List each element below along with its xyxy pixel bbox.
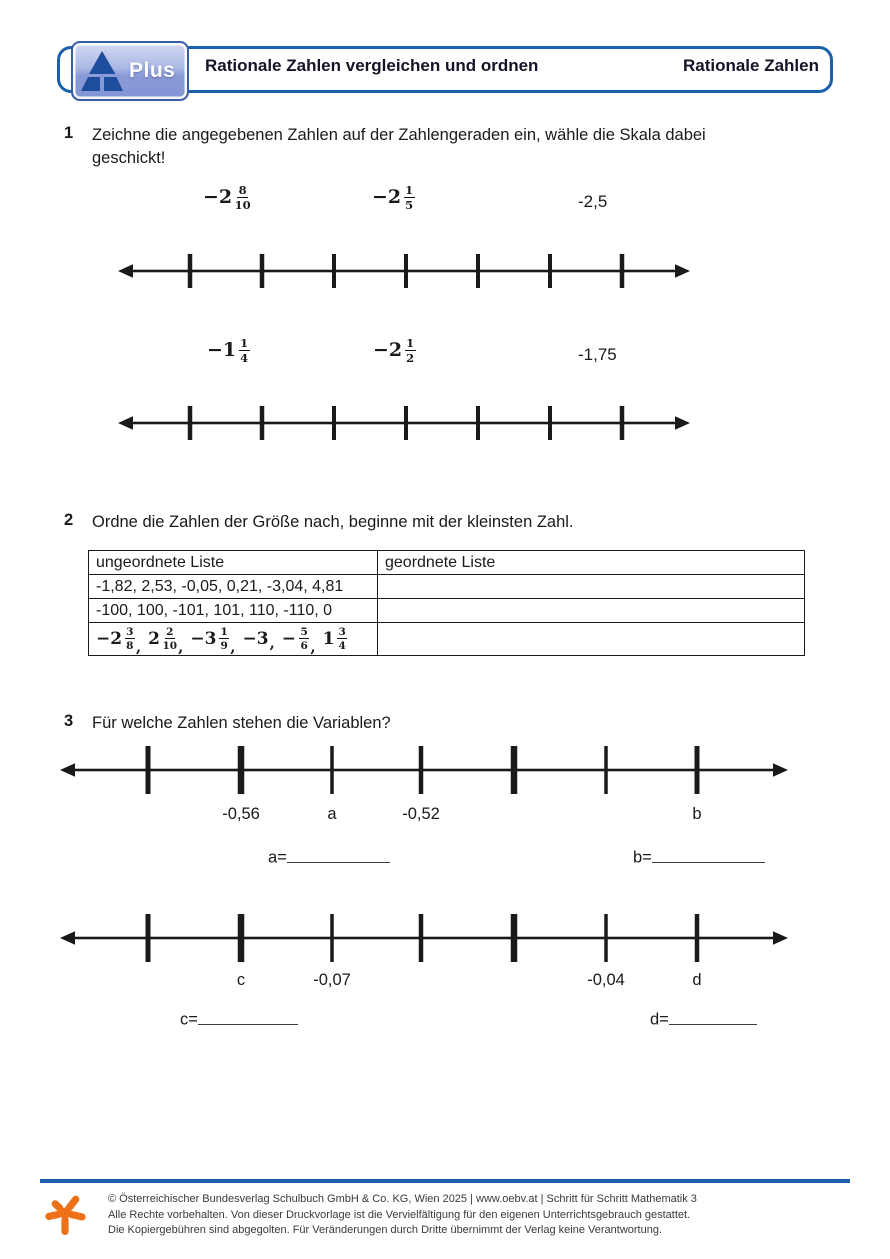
tick-label: -0,52 xyxy=(402,805,440,823)
mixed-number-label: − 2 $\frac{1}{5}$ xyxy=(372,183,414,212)
arrow-left-icon xyxy=(60,763,75,777)
tick-mark xyxy=(695,746,700,794)
answer-blank-b xyxy=(652,846,765,863)
table-cell-list-integers: -100, 100, -101, 101, 110, -110, 0 xyxy=(89,599,378,623)
arrow-left-icon xyxy=(118,416,133,430)
page-title: Rationale Zahlen vergleichen und ordnen xyxy=(205,56,539,75)
tick-mark xyxy=(238,746,245,794)
footer-line-3: Die Kopiergebühren sind abgegolten. Für Veränderungen durch Dritte übernimmt der Verlag keine Verantwortung. xyxy=(108,1224,663,1236)
tick-mark xyxy=(332,406,336,440)
mixed-number-label: − 2 $\frac{1}{2}$ xyxy=(373,336,415,365)
tick-mark xyxy=(620,406,625,440)
tick-mark xyxy=(419,914,424,962)
table-cell-list-decimals: -1,82, 2,53, -0,05, 0,21, -3,04, 4,81 xyxy=(89,575,378,599)
answer-prefix-b: b= xyxy=(633,848,652,867)
arrow-right-icon xyxy=(675,416,690,430)
tick-mark xyxy=(419,746,424,794)
table-cell-list-fractions: − 2 $\frac{3}{8}$ , 2 $\frac{2}{10}$ , − 3 $\frac{1}{9}$ , −3 , − $\frac{5}{6}$ , 1 $\frac{3}{4}$ xyxy=(89,623,378,656)
answer-blank-c xyxy=(198,1008,298,1025)
table-header-unordered: ungeordnete Liste xyxy=(89,551,378,575)
tick-mark xyxy=(188,406,193,440)
table-cell-answer xyxy=(378,575,805,599)
footer-divider xyxy=(40,1179,850,1183)
task2-number: 2 xyxy=(64,511,74,529)
plus-logo xyxy=(71,41,189,101)
decimal-label: -1,75 xyxy=(578,345,617,364)
tick-mark xyxy=(476,406,480,440)
number-line-2 xyxy=(112,400,696,446)
answer-field-b xyxy=(633,846,765,868)
tick-mark xyxy=(260,406,265,440)
tick-mark xyxy=(548,406,552,440)
arrow-right-icon xyxy=(675,264,690,278)
order-table xyxy=(88,550,805,656)
answer-blank-d xyxy=(669,1008,757,1025)
tick-label: -0,07 xyxy=(313,971,351,989)
mixed-number-label: − 2 $\frac{8}{10}$ xyxy=(203,183,251,212)
task3-number: 3 xyxy=(64,712,74,730)
tick-mark xyxy=(146,914,151,962)
answer-prefix-d: d= xyxy=(650,1010,669,1029)
tick-mark xyxy=(260,254,265,288)
plus-logo-triangle-icon xyxy=(79,48,125,94)
number-line-4 xyxy=(52,909,796,967)
mixed-number-label: − 1 $\frac{1}{4}$ xyxy=(207,336,249,365)
footer-copyright xyxy=(108,1192,697,1239)
table-cell-answer xyxy=(378,623,805,656)
chapter-title: Rationale Zahlen xyxy=(682,56,819,75)
variable-label-a: a xyxy=(327,805,337,823)
decimal-label: -2,5 xyxy=(578,192,608,211)
tick-mark xyxy=(476,254,480,288)
number-line-3 xyxy=(52,741,796,799)
variable-label-d: d xyxy=(692,971,702,989)
arrow-left-icon xyxy=(118,264,133,278)
tick-mark xyxy=(330,746,334,794)
tick-mark xyxy=(146,746,151,794)
arrow-left-icon xyxy=(60,931,75,945)
tick-label: -0,04 xyxy=(587,971,625,989)
tick-mark xyxy=(604,746,608,794)
tick-mark xyxy=(188,254,193,288)
arrow-right-icon xyxy=(773,763,788,777)
arrow-right-icon xyxy=(773,931,788,945)
tick-mark xyxy=(620,254,625,288)
task1-text: Zeichne die angegebenen Zahlen auf der Zahlengeraden ein, wähle die Skala dabei geschickt! xyxy=(92,126,706,167)
tick-mark xyxy=(511,746,518,794)
task3-text: Für welche Zahlen stehen die Variablen? xyxy=(92,714,391,732)
variable-label-c: c xyxy=(236,971,246,989)
answer-field-a xyxy=(268,846,390,868)
tick-mark xyxy=(695,914,700,962)
answer-prefix-c: c= xyxy=(180,1010,198,1029)
footer-line-1: © Österreichischer Bundesverlag Schulbuch GmbH & Co. KG, Wien 2025 | www.oebv.at | Schritt für Schritt Mathematik 3 xyxy=(108,1193,697,1205)
variable-label-b: b xyxy=(692,805,702,823)
task1-number: 1 xyxy=(64,124,74,142)
tick-mark xyxy=(404,406,408,440)
table-cell-answer xyxy=(378,599,805,623)
answer-blank-a xyxy=(287,846,390,863)
tick-label: -0,56 xyxy=(222,805,260,823)
tick-mark xyxy=(330,914,334,962)
plus-logo-label: Plus xyxy=(129,59,176,82)
table-header-ordered: geordnete Liste xyxy=(378,551,805,575)
task2-text: Ordne die Zahlen der Größe nach, beginne mit der kleinsten Zahl. xyxy=(92,513,574,531)
answer-prefix-a: a= xyxy=(268,848,287,867)
footer-line-2: Alle Rechte vorbehalten. Von dieser Druckvorlage ist die Vervielfältigung für den eigenen Unterrichtsgebrauch gestattet. xyxy=(108,1208,691,1221)
tick-mark xyxy=(332,254,336,288)
tick-mark xyxy=(404,254,408,288)
tick-mark xyxy=(511,914,518,962)
oebv-asterisk-icon xyxy=(45,1190,87,1238)
answer-field-d xyxy=(650,1008,757,1030)
answer-field-c xyxy=(180,1008,298,1030)
tick-mark xyxy=(238,914,245,962)
tick-mark xyxy=(604,914,608,962)
tick-mark xyxy=(548,254,552,288)
number-line-1 xyxy=(112,248,696,294)
